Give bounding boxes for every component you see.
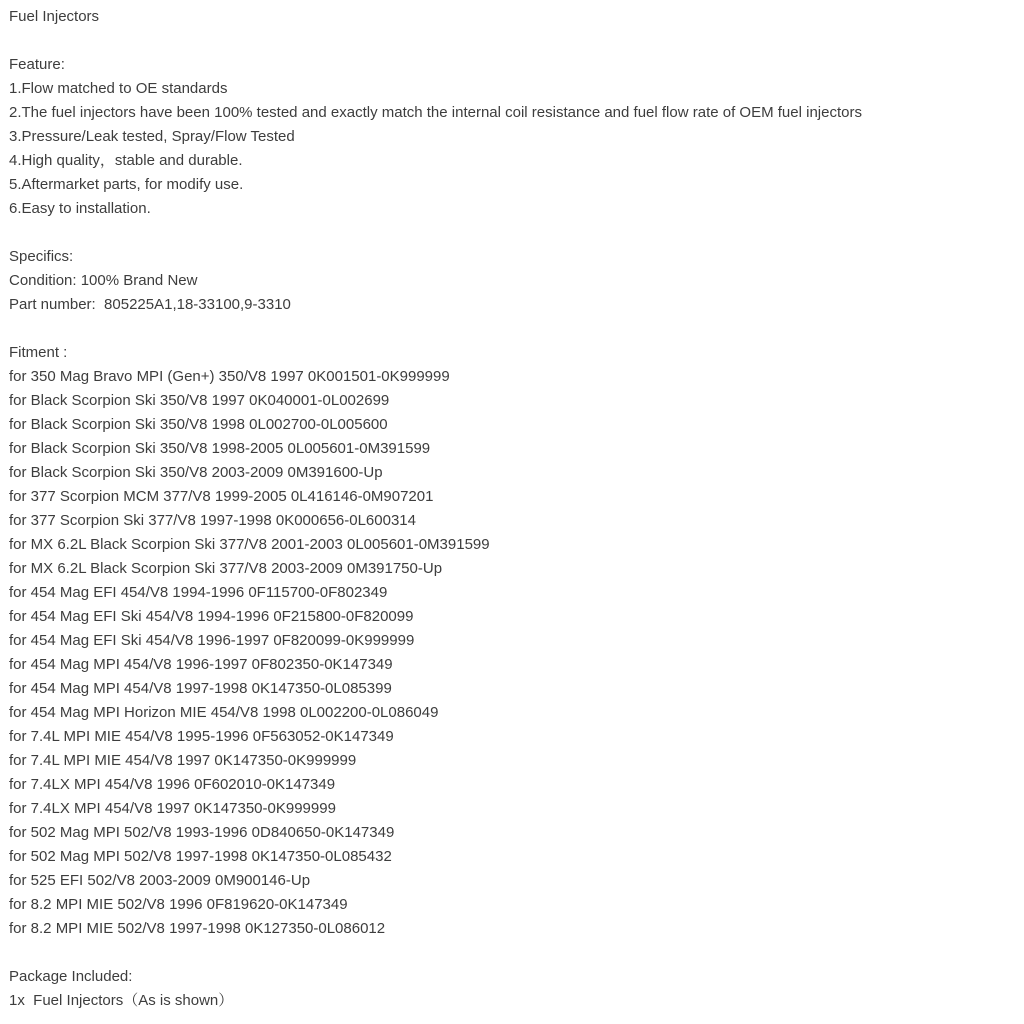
part-number-line: Part number: 805225A1,18-33100,9-3310 <box>9 296 291 313</box>
fitment-item: for MX 6.2L Black Scorpion Ski 377/V8 2003-2009 0M391750-Up <box>9 560 443 577</box>
fitment-item: for 7.4L MPI MIE 454/V8 1997 0K147350-0K999999 <box>9 752 357 769</box>
fitment-header: Fitment : <box>9 344 68 361</box>
fitment-item: for 525 EFI 502/V8 2003-2009 0M900146-Up <box>9 872 311 889</box>
feature-item: 4.High quality，stable and durable. <box>9 152 243 169</box>
fitment-item: for 502 Mag MPI 502/V8 1993-1996 0D840650-0K147349 <box>9 824 395 841</box>
fitment-item: for 7.4LX MPI 454/V8 1997 0K147350-0K999999 <box>9 800 336 817</box>
fitment-list <box>9 365 1018 941</box>
package-contents-line: 1x Fuel Injectors（As is shown） <box>9 992 234 1009</box>
page-title: Fuel Injectors <box>9 8 100 25</box>
fitment-item: for 377 Scorpion Ski 377/V8 1997-1998 0K000656-0L600314 <box>9 512 416 529</box>
fitment-item: for 454 Mag MPI Horizon MIE 454/V8 1998 0L002200-0L086049 <box>9 704 439 721</box>
feature-header: Feature: <box>9 56 65 73</box>
blank-line <box>9 941 1018 965</box>
specifics-header: Specifics: <box>9 248 74 265</box>
fitment-item: for 502 Mag MPI 502/V8 1997-1998 0K147350-0L085432 <box>9 848 392 865</box>
fitment-item: for 7.4L MPI MIE 454/V8 1995-1996 0F563052-0K147349 <box>9 728 394 745</box>
fitment-item: for 350 Mag Bravo MPI (Gen+) 350/V8 1997 0K001501-0K999999 <box>9 368 450 385</box>
feature-item: 2.The fuel injectors have been 100% tested and exactly match the internal coil resistance and fuel flow rate of OEM fuel injectors <box>9 104 862 121</box>
fitment-item: for 8.2 MPI MIE 502/V8 1996 0F819620-0K147349 <box>9 896 348 913</box>
feature-list <box>9 77 1018 221</box>
feature-item: 6.Easy to installation. <box>9 200 151 217</box>
fitment-item: for 454 Mag EFI Ski 454/V8 1996-1997 0F820099-0K999999 <box>9 632 415 649</box>
fitment-item: for 8.2 MPI MIE 502/V8 1997-1998 0K127350-0L086012 <box>9 920 386 937</box>
fitment-item: for Black Scorpion Ski 350/V8 1997 0K040001-0L002699 <box>9 392 390 409</box>
feature-item: 3.Pressure/Leak tested, Spray/Flow Tested <box>9 128 295 145</box>
fitment-item: for Black Scorpion Ski 350/V8 1998-2005 0L005601-0M391599 <box>9 440 431 457</box>
fitment-item: for Black Scorpion Ski 350/V8 1998 0L002700-0L005600 <box>9 416 388 433</box>
feature-item: 5.Aftermarket parts, for modify use. <box>9 176 244 193</box>
fitment-item: for 454 Mag MPI 454/V8 1997-1998 0K147350-0L085399 <box>9 680 392 697</box>
blank-line <box>9 221 1018 245</box>
fitment-item: for 454 Mag MPI 454/V8 1996-1997 0F802350-0K147349 <box>9 656 393 673</box>
blank-line <box>9 317 1018 341</box>
fitment-item: for 7.4LX MPI 454/V8 1996 0F602010-0K147349 <box>9 776 336 793</box>
blank-line <box>9 29 1018 53</box>
fitment-item: for 377 Scorpion MCM 377/V8 1999-2005 0L416146-0M907201 <box>9 488 434 505</box>
fitment-item: for MX 6.2L Black Scorpion Ski 377/V8 2001-2003 0L005601-0M391599 <box>9 536 490 553</box>
condition-line: Condition: 100% Brand New <box>9 272 198 289</box>
package-header: Package Included: <box>9 968 133 985</box>
fitment-item: for 454 Mag EFI Ski 454/V8 1994-1996 0F215800-0F820099 <box>9 608 414 625</box>
fitment-item: for Black Scorpion Ski 350/V8 2003-2009 0M391600-Up <box>9 464 383 481</box>
feature-item: 1.Flow matched to OE standards <box>9 80 228 97</box>
fitment-item: for 454 Mag EFI 454/V8 1994-1996 0F115700-0F802349 <box>9 584 388 601</box>
